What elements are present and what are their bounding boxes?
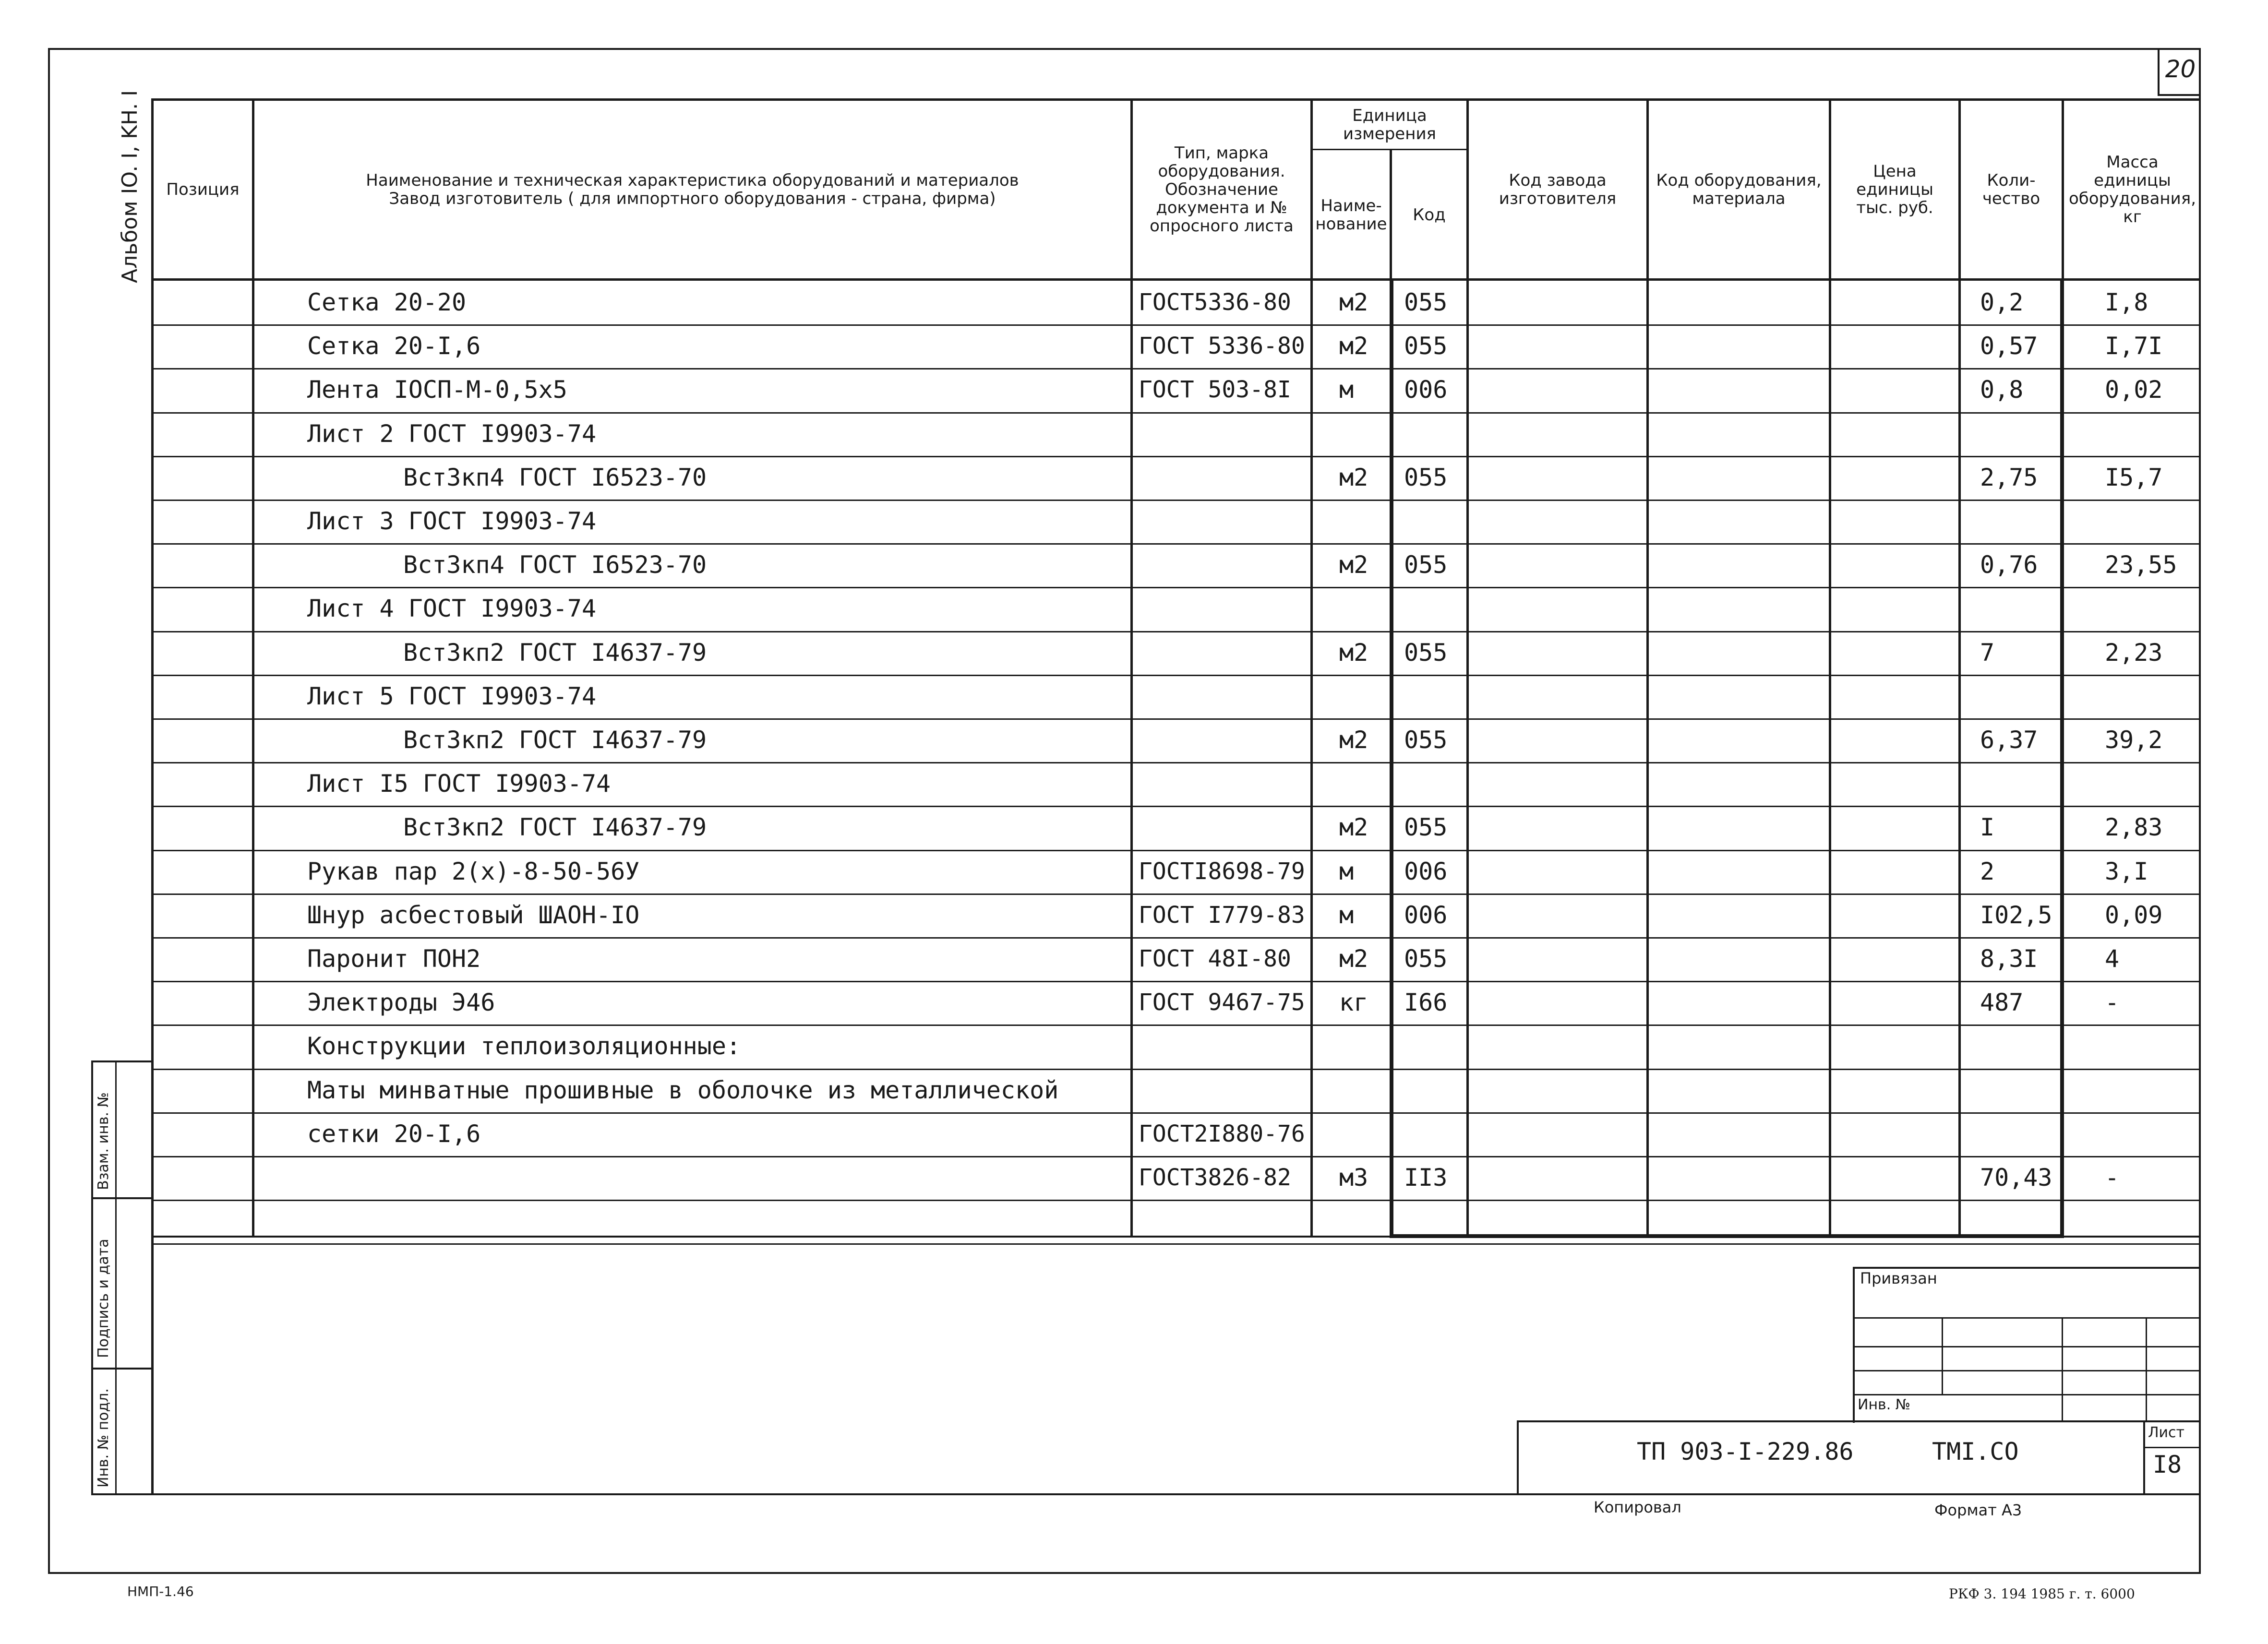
stamp-bottom — [154, 1493, 2201, 1495]
swap-inv-label: Взам. инв. № — [95, 1092, 112, 1190]
inv-orig-label: Инв. № подл. — [95, 1388, 112, 1488]
frame-left — [48, 48, 50, 1574]
row-qty: 7 — [1980, 639, 1995, 667]
copied-label: Копировал — [1594, 1498, 1681, 1516]
row-type: ГОСТ 503-8I — [1139, 376, 1291, 403]
bound-row-1 — [1853, 1317, 2201, 1319]
table-left — [151, 98, 154, 1495]
side-stamp-div1 — [91, 1197, 154, 1199]
row-qty: 8,3I — [1980, 945, 2038, 973]
footer-right: РКФ 3. 194 1985 г. т. 6000 — [1949, 1586, 2135, 1602]
row-qty: 0,2 — [1980, 288, 2024, 316]
row-mass: 23,55 — [2105, 551, 2177, 579]
row-name: Электроды Э46 — [307, 989, 495, 1016]
row-name: Маты минватные прошивные в оболочке из металлической — [307, 1076, 1059, 1104]
row-name: Лист 5 ГОСТ I9903-74 — [307, 682, 597, 710]
side-stamp-bottom — [91, 1493, 154, 1495]
header-factory-code: Код завода изготовителя — [1499, 171, 1617, 208]
row-line — [151, 324, 2201, 326]
side-stamp-div2 — [91, 1368, 154, 1370]
row-unit: м — [1339, 901, 1354, 929]
sheet-box-left — [2158, 48, 2160, 96]
row-mass: 2,83 — [2105, 813, 2163, 841]
row-type: ГОСТI8698-79 — [1139, 858, 1305, 885]
row-type: ГОСТ2I880-76 — [1139, 1120, 1305, 1147]
row-line — [151, 806, 2201, 807]
row-code: 006 — [1404, 858, 1448, 885]
header-qty: Коли- чество — [1982, 171, 2040, 208]
row-unit: м2 — [1339, 551, 1368, 579]
header-unit-code: Код — [1413, 205, 1446, 225]
row-mass: 0,02 — [2105, 376, 2163, 404]
row-mass: I,8 — [2105, 288, 2148, 316]
section-code: TMI.CO — [1932, 1438, 2019, 1465]
row-unit: м2 — [1339, 332, 1368, 360]
row-code: 006 — [1404, 901, 1448, 929]
row-unit: м2 — [1339, 726, 1368, 754]
stamp-sheet-divider — [2143, 1420, 2145, 1495]
row-name: сетки 20-I,6 — [307, 1120, 481, 1148]
header-name: Наименование и техническая характеристика оборудований и материалов Завод изготовитель ( для импортного оборудования - страна, фирма) — [366, 171, 1019, 208]
row-qty: 0,76 — [1980, 551, 2038, 579]
row-unit: м2 — [1339, 945, 1368, 973]
row-qty: 2,75 — [1980, 464, 2038, 491]
row-line — [151, 1069, 2201, 1070]
row-type: ГОСТ5336-80 — [1139, 289, 1291, 316]
row-code: 055 — [1404, 945, 1448, 973]
stamp-left — [1517, 1420, 1519, 1495]
album-label: Альбом IO. I, KH. I — [118, 90, 142, 283]
row-line — [151, 937, 2201, 939]
row-qty: 487 — [1980, 989, 2024, 1016]
row-qty: 0,8 — [1980, 376, 2024, 404]
row-unit: м2 — [1339, 639, 1368, 667]
header-unit-group: Единица измерения — [1343, 106, 1437, 143]
row-code: 055 — [1404, 288, 1448, 316]
row-line — [151, 412, 2201, 414]
row-code: II3 — [1404, 1164, 1448, 1191]
row-unit: м — [1339, 858, 1354, 885]
row-name: Шнур асбестовый ШАОН-IO — [307, 901, 640, 929]
row-name: ВстЗкп2 ГОСТ I4637-79 — [403, 639, 707, 667]
row-line — [151, 850, 2201, 851]
row-name: ВстЗкп4 ГОСТ I6523-70 — [403, 551, 707, 579]
frame-bottom — [48, 1572, 2201, 1574]
side-stamp-inner — [115, 1060, 117, 1495]
row-line — [151, 762, 2201, 763]
row-name: Лента IОСП-М-0,5х5 — [307, 376, 567, 404]
bound-top — [1853, 1267, 2201, 1269]
header-unit-name: Наиме- нование — [1315, 196, 1387, 234]
unit-sub-line — [1310, 149, 1469, 150]
row-code: 055 — [1404, 332, 1448, 360]
bound-row-4 — [1853, 1394, 2201, 1395]
format-label: Формат А3 — [1934, 1501, 2022, 1519]
row-line — [151, 1025, 2201, 1026]
row-qty: 2 — [1980, 858, 1995, 885]
row-name: Сетка 20-20 — [307, 288, 467, 316]
bound-row-2 — [1853, 1346, 2201, 1347]
bound-row-3 — [1853, 1370, 2201, 1371]
row-type: ГОСТ 5336-80 — [1139, 333, 1305, 359]
bound-col-1 — [1942, 1317, 1943, 1394]
row-code: 055 — [1404, 551, 1448, 579]
row-type: ГОСТ3826-82 — [1139, 1164, 1291, 1191]
row-line — [151, 893, 2201, 895]
row-line — [151, 368, 2201, 369]
row-name: Сетка 20-I,6 — [307, 332, 481, 360]
bold-right — [2060, 278, 2064, 1238]
row-mass: 4 — [2105, 945, 2120, 973]
row-mass: 39,2 — [2105, 726, 2163, 754]
sheet-value: I8 — [2153, 1451, 2182, 1478]
bound-col-2 — [2062, 1317, 2063, 1420]
row-mass: 0,09 — [2105, 901, 2163, 929]
row-line — [151, 1112, 2201, 1114]
row-name: ВстЗкп2 ГОСТ I4637-79 — [403, 726, 707, 754]
side-stamp-top — [91, 1060, 154, 1062]
footer-left: НМП-1.46 — [127, 1584, 194, 1599]
row-line — [151, 543, 2201, 545]
row-code: 055 — [1404, 464, 1448, 491]
row-name: Рукав пар 2(х)-8-50-56У — [307, 858, 640, 885]
row-code: I66 — [1404, 989, 1448, 1016]
header-mass: Масса единицы оборудования, кг — [2068, 153, 2196, 226]
header-equip-code: Код оборудования, материала — [1656, 171, 1822, 208]
row-line — [151, 587, 2201, 588]
row-code: 055 — [1404, 639, 1448, 667]
stamp-sheet-line — [2143, 1447, 2201, 1448]
row-line — [151, 718, 2201, 720]
inv-no-label: Инв. № — [1858, 1396, 1911, 1413]
stamp-top — [1517, 1420, 2201, 1422]
row-unit: м2 — [1339, 813, 1368, 841]
row-code: 055 — [1404, 726, 1448, 754]
bold-bottom — [1390, 1234, 2064, 1238]
row-name: Лист 3 ГОСТ I9903-74 — [307, 507, 597, 535]
row-qty: I02,5 — [1980, 901, 2052, 929]
row-mass: I5,7 — [2105, 464, 2163, 491]
bound-label: Привязан — [1860, 1269, 1937, 1287]
row-code: 055 — [1404, 813, 1448, 841]
row-line — [151, 675, 2201, 676]
row-mass: - — [2105, 1164, 2120, 1191]
bound-col-3 — [2146, 1317, 2147, 1420]
row-mass: 3,I — [2105, 858, 2148, 885]
row-name: ВстЗкп2 ГОСТ I4637-79 — [403, 813, 707, 841]
row-line — [151, 1156, 2201, 1157]
header-bottom — [151, 278, 2201, 281]
row-name: Лист 2 ГОСТ I9903-74 — [307, 420, 597, 448]
row-type: ГОСТ 9467-75 — [1139, 989, 1305, 1016]
row-line — [151, 456, 2201, 457]
row-code: 006 — [1404, 376, 1448, 404]
header-position: Позиция — [166, 180, 240, 199]
header-price: Цена единицы тыс. руб. — [1856, 162, 1933, 217]
row-name: Паронит ПОН2 — [307, 945, 481, 973]
row-line — [151, 631, 2201, 632]
row-line — [151, 1243, 2201, 1245]
row-name: ВстЗкп4 ГОСТ I6523-70 — [403, 464, 707, 491]
row-unit: м2 — [1339, 288, 1368, 316]
row-type: ГОСТ 48I-80 — [1139, 945, 1291, 972]
row-line — [151, 500, 2201, 501]
doc-code: ТП 903-I-229.86 — [1637, 1438, 1854, 1465]
row-mass: - — [2105, 989, 2120, 1016]
row-mass: 2,23 — [2105, 639, 2163, 667]
side-stamp-left — [91, 1060, 93, 1495]
sheet-number: 20 — [2165, 55, 2196, 83]
row-mass: I,7I — [2105, 332, 2163, 360]
header-type: Тип, марка оборудования. Обозначение документа и № опросного листа — [1150, 143, 1294, 236]
row-unit: м3 — [1339, 1164, 1368, 1191]
row-name: Лист I5 ГОСТ I9903-74 — [307, 770, 611, 798]
row-qty: 0,57 — [1980, 332, 2038, 360]
row-unit: м — [1339, 376, 1354, 404]
row-name: Лист 4 ГОСТ I9903-74 — [307, 595, 597, 622]
sign-date-label: Подпись и дата — [95, 1239, 112, 1358]
sheet-label: Лист — [2148, 1424, 2185, 1441]
row-unit: м2 — [1339, 464, 1368, 491]
row-line — [151, 981, 2201, 982]
row-qty: 6,37 — [1980, 726, 2038, 754]
bold-left — [1390, 278, 1393, 1238]
row-unit: кг — [1339, 989, 1368, 1016]
frame-top — [48, 48, 2201, 50]
bound-left — [1853, 1267, 1855, 1423]
row-qty: I — [1980, 813, 1995, 841]
row-line — [151, 1200, 2201, 1201]
sheet-box-bottom — [2158, 94, 2201, 96]
row-name: Конструкции теплоизоляционные: — [307, 1032, 741, 1060]
row-qty: 70,43 — [1980, 1164, 2052, 1191]
row-type: ГОСТ I779-83 — [1139, 902, 1305, 929]
